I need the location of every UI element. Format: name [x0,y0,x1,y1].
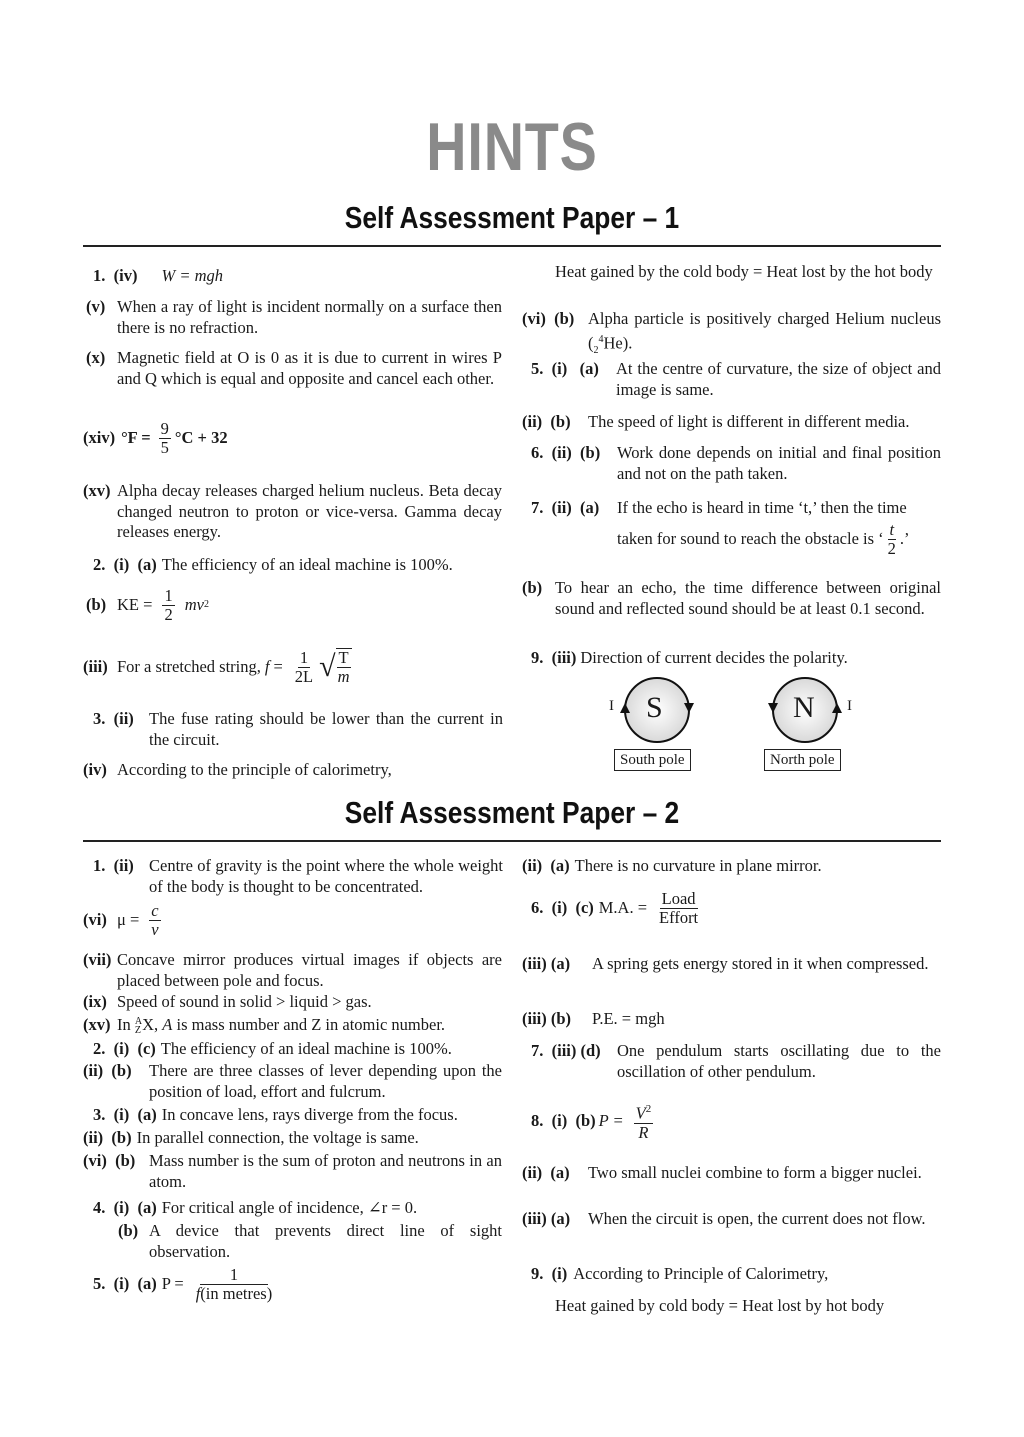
p1-q3-vi: (vi) (b) Alpha particle is positively charged Helium nucleus $(_2^4He)$. [522,309,941,356]
p1-q5-ii: (ii) (b) The speed of light is different in different media. [522,412,910,431]
p1-q2-i: 2. (i) (a) The efficiency of an ideal machine is 100%. [93,555,453,574]
south-pole-caption: South pole [614,749,691,771]
p1-q7-ii: 7. (ii) (a) If the echo is heard in time ‘t,’ then the time taken for sound to reach the obstacle is ‘ $\frac{t}{2}$ .’ [531,498,910,558]
fraction: $\frac{c}{v}$ [151,901,159,939]
p2-q9-i: 9. (i) According to Principle of Calorimetry, [531,1264,829,1283]
fraction: $\frac{1}{\text{f(in metres)}}$ [195,1265,273,1303]
paper1-heading: Self Assessment Paper – 1 [344,200,680,235]
south-current-label: I [609,698,614,714]
p2-q6-iii-b: (iii) (b) P.E. = mgh [522,1009,665,1028]
p1-q3-iv: (iv) According to the principle of calorimetry, [83,760,392,779]
paper2-heading: Self Assessment Paper – 2 [344,795,680,830]
paper2-divider [83,840,941,842]
p1-q7-b: (b) To hear an echo, the time difference between original sound and reflected sound should be at least 0.1 second. [522,578,941,618]
p2-q5-ii: (ii) (a) There is no curvature in plane mirror. [522,856,822,875]
p1-q3-ii: 3. (ii) The fuse rating should be lower than the current in the circuit. [93,709,503,749]
p2-q6-iii-a: (iii) (a) A spring gets energy stored in it when compressed. [522,954,929,973]
fraction: $\frac{9}{5}$ [160,419,169,457]
p2-q1-ix: (ix) Speed of sound in solid > liquid > gas. [83,992,372,1011]
fraction: $\frac{1}{2}$ [164,586,173,624]
p1-q9-iii: 9. (iii) Direction of current decides the polarity. [531,648,848,667]
p1-q6-ii: 6. (ii) (b) Work done depends on initial and final position and not on the path taken. [531,443,941,483]
north-letter: N [793,691,815,724]
p2-q6-i: 6. (i) (c) M.A. = $\frac{\text{Load}}{\text{Effort}}$ [531,889,699,927]
p2-q4-i: 4. (i) (a) For critical angle of incidence, ∠r = 0. [93,1198,418,1217]
north-current-label: I [847,698,852,714]
p2-q8-iii: (iii) (a) When the circuit is open, the current does not flow. [522,1209,926,1228]
p2-q4-b: (b) A device that prevents direct line of sight observation. [118,1221,502,1261]
p1-q2-b: (b) KE = $\frac{1}{2}$ mv 2 [86,586,209,624]
p2-q7-iii: 7. (iii) (d) One pendulum starts oscillating due to the oscillation of other pendulum. [531,1041,941,1081]
p1-q2-iii: (iii) For a stretched string, f = $\frac{1}{2L}$ √ $\frac{T}{m}$ [83,647,350,686]
p2-q1-vi: (vi) μ = $\frac{c}{v}$ [83,901,159,939]
fraction: $\frac{\text{Load}}{\text{Effort}}$ [659,889,699,927]
paper1-divider [83,245,941,247]
p2-q2-ii: (ii) (b) There are three classes of lever depending upon the position of load, effort and fulcrum. [83,1061,502,1101]
p1-q1-xv: (xv) Alpha decay releases charged helium nucleus. Beta decay changed neutron to proton or vice-versa. Gamma decay releases energy. [83,481,502,541]
p2-q3-ii: (ii) (b) In parallel connection, the voltage is same. [83,1128,419,1147]
p1-q1-x: (x) Magnetic field at O is 0 as it is due to current in wires P and Q which is equal and opposite and cancel each other. [86,348,502,388]
fraction: $\frac{1}{2L}$ [294,647,314,686]
p2-q1-vii: (vii) Concave mirror produces virtual images if objects are placed between pole and focus. [83,950,502,990]
fraction: $\frac{V^2}{R}$ [634,1100,654,1142]
square-root: √ $\frac{T}{m}$ [319,648,350,686]
p2-q3-vi: (vi) (b) Mass number is the sum of proton and neutrons in an atom. [83,1151,502,1191]
p2-q3-i: 3. (i) (a) In concave lens, rays diverge from the focus. [93,1105,458,1124]
formula: W = mgh [161,266,223,285]
p1-q1-v: (v) When a ray of light is incident normally on a surface then there is no refraction. [86,297,502,337]
page-title: HINTS [426,109,598,185]
p2-heat-line: Heat gained by cold body = Heat lost by hot body [555,1296,885,1315]
p2-q1-xv: (xv) In A Z X, A is mass number and Z in atomic number. [83,1015,446,1037]
fraction: $\frac{t}{2}$ [887,519,896,558]
p2-q2-i: 2. (i) (c) The efficiency of an ideal machine is 100%. [93,1039,452,1058]
p2-q5-i: 5. (i) (a) P = $\frac{1}{\text{f(in metres)}}$ [93,1265,273,1303]
p2-q1-ii: 1. (ii) Centre of gravity is the point where the whole weight of the body is thought to be concentrated. [93,856,503,896]
p1-q5-i: 5. (i) (a) At the centre of curvature, the size of object and image is same. [531,359,941,399]
south-letter: S [646,691,663,724]
north-pole-caption: North pole [764,749,841,771]
p1-q1-xiv: (xiv) °F = $\frac{9}{5}$ °C + 32 [83,419,228,457]
p1-q1-iv: 1. (iv) W = mgh [93,266,223,285]
p2-q8-ii: (ii) (a) Two small nuclei combine to form a bigger nuclei. [522,1163,922,1182]
p1-heat-line: Heat gained by the cold body = Heat lost by the hot body [555,262,933,281]
p2-q8-i: 8. (i) (b) P = $\frac{V^2}{R}$ [531,1100,941,1142]
